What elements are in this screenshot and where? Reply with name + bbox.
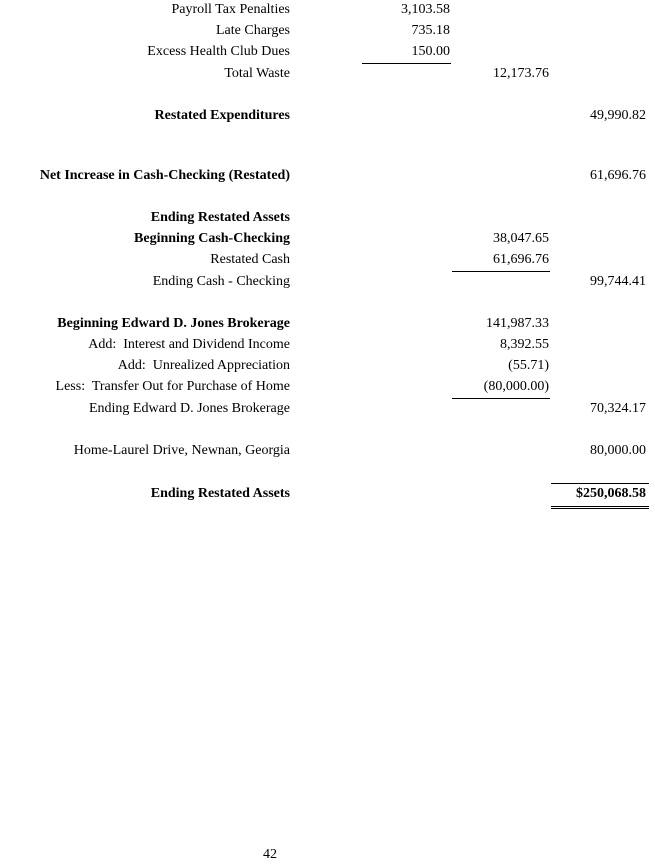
line-item-label: Beginning Cash-Checking bbox=[134, 231, 290, 246]
line-item-amount: 61,696.76 bbox=[493, 252, 549, 267]
line-item-amount: (55.71) bbox=[508, 358, 549, 373]
line-item-amount: 38,047.65 bbox=[493, 231, 549, 246]
grand-total-double-rule bbox=[551, 506, 649, 509]
row-ending-restated-assets bbox=[0, 484, 655, 504]
line-item-amount: 8,392.55 bbox=[500, 337, 549, 352]
row-home bbox=[0, 441, 655, 461]
line-item-label: Home-Laurel Drive, Newnan, Georgia bbox=[73, 443, 290, 458]
row-ending-brokerage bbox=[0, 399, 655, 419]
line-item-label: Payroll Tax Penalties bbox=[171, 2, 290, 17]
line-item-amount: (80,000.00) bbox=[483, 379, 549, 394]
line-item-amount: 99,744.41 bbox=[590, 274, 646, 289]
row-restated-expenditures bbox=[0, 106, 655, 126]
section-label: Restated Expenditures bbox=[154, 108, 290, 123]
row-transfer-out bbox=[0, 377, 655, 397]
row-payroll-tax-penalties bbox=[0, 0, 655, 20]
line-item-amount: 3,103.58 bbox=[401, 2, 450, 17]
line-item-label: Late Charges bbox=[216, 23, 290, 38]
row-excess-health-club-dues bbox=[0, 42, 655, 62]
line-item-label: Ending Edward D. Jones Brokerage bbox=[88, 401, 290, 416]
page-number: 42 bbox=[263, 847, 277, 862]
total-label: Total Waste bbox=[224, 66, 290, 81]
row-net-increase bbox=[0, 166, 655, 186]
line-item-label: Excess Health Club Dues bbox=[147, 44, 290, 59]
line-item-label: Ending Cash - Checking bbox=[152, 274, 290, 289]
line-item-label: Add: Interest and Dividend Income bbox=[88, 337, 290, 352]
row-late-charges bbox=[0, 21, 655, 41]
line-item-amount: 141,987.33 bbox=[486, 316, 549, 331]
section-label: Net Increase in Cash-Checking (Restated) bbox=[39, 168, 290, 183]
row-restated-cash bbox=[0, 250, 655, 270]
line-item-label: Add: Unrealized Appreciation bbox=[117, 358, 290, 373]
line-item-amount: 735.18 bbox=[411, 23, 450, 38]
line-item-amount: 80,000.00 bbox=[590, 443, 646, 458]
line-item-amount: 150.00 bbox=[411, 44, 450, 59]
row-ending-restated-assets-heading bbox=[0, 208, 655, 228]
row-interest-dividend-income bbox=[0, 335, 655, 355]
section-amount: 49,990.82 bbox=[590, 108, 646, 123]
row-beginning-brokerage bbox=[0, 314, 655, 334]
line-item-label: Less: Transfer Out for Purchase of Home bbox=[55, 379, 290, 394]
section-amount: 61,696.76 bbox=[590, 168, 646, 183]
line-item-amount: 70,324.17 bbox=[590, 401, 646, 416]
row-total-waste bbox=[0, 64, 655, 84]
section-heading: Ending Restated Assets bbox=[150, 210, 290, 225]
total-amount: 12,173.76 bbox=[493, 66, 549, 81]
grand-total-label: Ending Restated Assets bbox=[150, 486, 290, 501]
row-ending-cash-checking bbox=[0, 272, 655, 292]
line-item-label: Beginning Edward D. Jones Brokerage bbox=[57, 316, 290, 331]
grand-total-amount: $250,068.58 bbox=[576, 486, 646, 501]
row-beginning-cash-checking bbox=[0, 229, 655, 249]
row-unrealized-appreciation bbox=[0, 356, 655, 376]
line-item-label: Restated Cash bbox=[210, 252, 290, 267]
